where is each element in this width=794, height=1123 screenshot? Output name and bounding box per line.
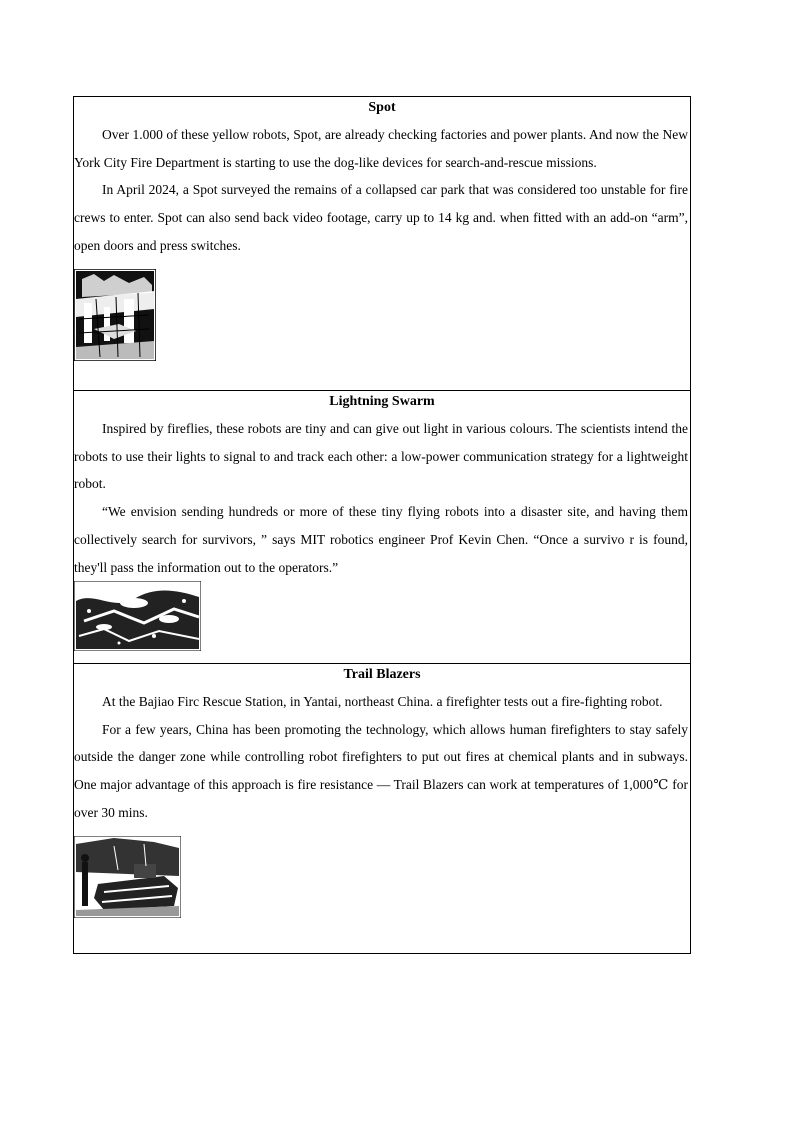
paragraph: Inspired by fireflies, these robots are tiny and can give out light in various colours. The scientists intend the robots to use their lights to signal to and track each other: a low-power communication strategy for a lightweight robot. xyxy=(74,421,688,492)
section-title: Spot xyxy=(368,100,396,115)
section-spot-cell xyxy=(74,97,691,391)
paragraph: Over 1.000 of these yellow robots, Spot, are already checking factories and power plants. And now the New York City Fire Department is starting to use the dog-like devices for search-and-rescue missions. xyxy=(74,127,688,170)
section-spot xyxy=(74,97,691,391)
section-lightning-swarm xyxy=(74,391,691,664)
paragraph: In April 2024, a Spot surveyed the remains of a collapsed car park that was considered too unstable for fire crews to enter. Spot can also send back video footage, carry up to 14 kg and. when fitted with an add-on “arm”, open doors and press switches. xyxy=(74,182,688,253)
section-title: Lightning Swarm xyxy=(329,394,435,409)
paragraph: “We envision sending hundreds or more of these tiny flying robots into a disaster site, and having them collectively search for survivors, ” says MIT robotics engineer Prof Kevin Chen. “Once a survivo r is found, they'll pass the information out to the operators.” xyxy=(74,504,688,575)
robots-table xyxy=(73,96,691,954)
section-title: Trail Blazers xyxy=(343,667,421,682)
section-trail-blazers-cell xyxy=(74,664,691,954)
paragraph: At the Bajiao Firc Rescue Station, in Yantai, northeast China. a firefighter tests out a fire-fighting robot. xyxy=(102,694,663,709)
firefighting-robot-photo xyxy=(74,836,181,918)
swarm-robots-photo xyxy=(74,581,201,651)
section-trail-blazers xyxy=(74,664,691,954)
section-lightning-swarm-cell xyxy=(74,391,691,664)
paragraph: For a few years, China has been promoting the technology, which allows human firefighters to stay safely outside the danger zone while controlling robot firefighters to put out fires at chemical plants and in subways. One major advantage of this approach is fire resistance — Trail Blazers can work at temperatures of 1,000℃ for over 30 mins. xyxy=(74,721,688,820)
spot-robot-photo xyxy=(74,269,156,361)
